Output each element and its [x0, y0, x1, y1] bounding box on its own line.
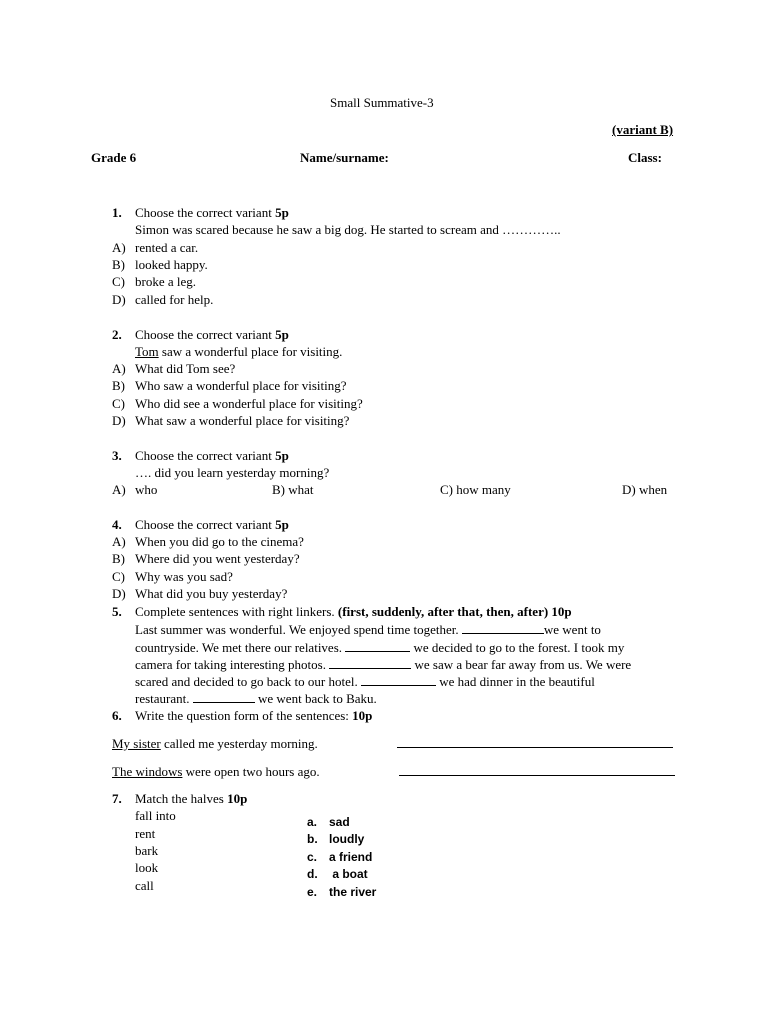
q2-stem: Tom saw a wonderful place for visiting.: [135, 344, 343, 359]
q3-option-c[interactable]: C) how many: [440, 482, 511, 497]
q5-blank-4[interactable]: [361, 673, 436, 686]
q3-option-b[interactable]: B) what: [272, 482, 314, 497]
q2-option-b[interactable]: B) Who saw a wonderful place for visiting?: [112, 378, 347, 393]
q5-paragraph-line-4: scared and decided to go back to our hotel. we had dinner in the beautiful: [135, 674, 595, 689]
q5-paragraph-line-3: camera for taking interesting photos. we saw a bear far away from us. We were: [135, 657, 632, 672]
q7-left-item: bark: [135, 843, 159, 858]
q6-instruction: Write the question form of the sentences: 10p: [135, 708, 373, 723]
q7-right-item: e. the river: [307, 885, 377, 899]
q1-instruction: Choose the correct variant 5p: [135, 205, 289, 220]
q1-option-d[interactable]: D) called for help.: [112, 292, 214, 307]
q2-option-c[interactable]: C) Who did see a wonderful place for visiting?: [112, 396, 363, 411]
q5-paragraph-line-1: Last summer was wonderful. We enjoyed spend time together. we went to: [135, 622, 601, 637]
q6-answer-line-2[interactable]: [399, 775, 675, 776]
q3-option-d[interactable]: D) when: [622, 482, 668, 497]
q7-right-item: a. sad: [307, 815, 350, 829]
q1-number: 1.: [112, 205, 122, 220]
q2-option-a[interactable]: A) What did Tom see?: [112, 361, 236, 376]
q6-sentence-2: The windows were open two hours ago.: [112, 764, 320, 779]
q5-blank-1[interactable]: [462, 621, 544, 634]
q7-right-item: c. a friend: [307, 850, 373, 864]
q1-stem: Simon was scared because he saw a big dog. He started to scream and …………..: [135, 222, 561, 237]
q7-left-item: look: [135, 860, 159, 875]
q7-left-item: call: [135, 878, 154, 893]
q7-right-item: d. a boat: [307, 867, 368, 881]
q3-option-a[interactable]: A) who: [112, 482, 158, 497]
q4-option-c[interactable]: C) Why was you sad?: [112, 569, 233, 584]
name-surname-label: Name/surname:: [300, 150, 389, 165]
q7-instruction: Match the halves 10p: [135, 791, 248, 806]
q7-left-item: rent: [135, 826, 156, 841]
q4-option-a[interactable]: A) When you did go to the cinema?: [112, 534, 304, 549]
class-label: Class:: [628, 150, 662, 165]
q2-option-d[interactable]: D) What saw a wonderful place for visiting?: [112, 413, 350, 428]
q3-number: 3.: [112, 448, 122, 463]
q5-paragraph-line-2: countryside. We met there our relatives. we decided to go to the forest. I took my: [135, 640, 625, 655]
q5-paragraph-line-5: restaurant. we went back to Baku.: [135, 691, 377, 706]
q2-instruction: Choose the correct variant 5p: [135, 327, 289, 342]
q4-option-b[interactable]: B) Where did you went yesterday?: [112, 551, 300, 566]
q1-option-c[interactable]: C) broke a leg.: [112, 274, 197, 289]
q4-number: 4.: [112, 517, 122, 532]
q5-number: 5.: [112, 604, 122, 619]
q5-blank-3[interactable]: [329, 656, 411, 669]
grade-label: Grade 6: [91, 150, 137, 165]
q3-stem: …. did you learn yesterday morning?: [135, 465, 330, 480]
q4-instruction: Choose the correct variant 5p: [135, 517, 289, 532]
q7-number: 7.: [112, 791, 122, 806]
q7-left-item: fall into: [135, 808, 176, 823]
q1-option-a[interactable]: A) rented a car.: [112, 240, 199, 255]
q2-number: 2.: [112, 327, 122, 342]
q6-sentence-1: My sister called me yesterday morning.: [112, 736, 318, 751]
q5-blank-5[interactable]: [193, 690, 255, 703]
q4-option-d[interactable]: D) What did you buy yesterday?: [112, 586, 288, 601]
q6-answer-line-1[interactable]: [397, 747, 673, 748]
page-title: Small Summative-3: [330, 95, 434, 110]
q7-right-item: b. loudly: [307, 832, 365, 846]
q1-option-b[interactable]: B) looked happy.: [112, 257, 208, 272]
q5-instruction: Complete sentences with right linkers. (first, suddenly, after that, then, after) 10p: [135, 604, 572, 619]
q3-instruction: Choose the correct variant 5p: [135, 448, 289, 463]
q5-blank-2[interactable]: [345, 639, 410, 652]
variant-label: (variant B): [612, 122, 674, 137]
q6-number: 6.: [112, 708, 122, 723]
